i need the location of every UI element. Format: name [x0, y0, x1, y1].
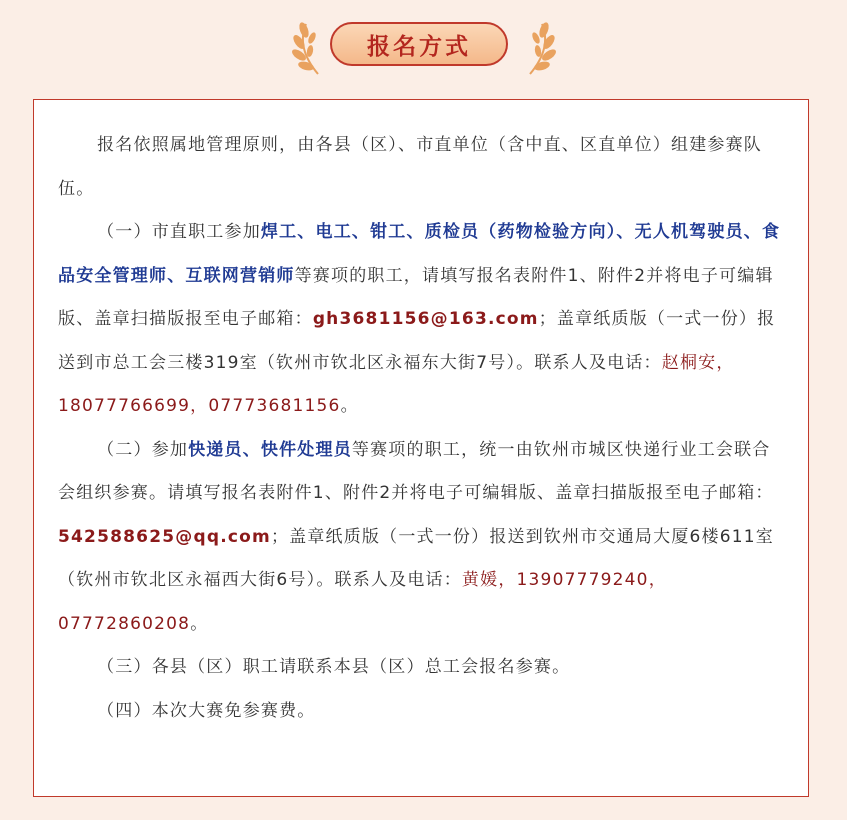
p1-job-list: 焊工、电工、钳工、质检员（药物检验方向）、无人机驾驶员、食品安全管理师、互联网营销师 — [58, 222, 781, 286]
laurel-right-icon — [522, 16, 558, 78]
content-body — [58, 124, 782, 733]
p1-prefix: （一）市直职工参加 — [97, 222, 261, 242]
p2-address: ；盖章纸质版（一式一份）报送到钦州市交通局大厦6楼611室（钦州市钦北区永福西大街6号）。联系人及电话： — [58, 526, 774, 590]
page-title: 报名方式 — [367, 33, 471, 60]
p1-address: ；盖章纸质版（一式一份）报送到市总工会三楼319室（钦州市钦北区永福东大街7号）。联系人及电话： — [58, 309, 776, 373]
p2-end: 。 — [190, 613, 209, 634]
title-badge — [330, 22, 508, 66]
section-header — [290, 14, 558, 78]
paragraph-principle: 报名依照属地管理原则，由各县（区）、市直单位（含中直、区直单位）组建参赛队伍。 — [58, 135, 762, 199]
p2-job-list: 快递员、快件处理员 — [188, 439, 352, 460]
paragraph-courier-workers — [58, 429, 782, 647]
content-panel — [33, 99, 809, 797]
paragraph-county-workers: （三）各县（区）职工请联系本县（区）总工会报名参赛。 — [97, 657, 571, 677]
p2-instructions: 等赛项的职工，统一由钦州市城区快递行业工会联合会组织参赛。请填写报名表附件1、附件2并将电子可编辑版、盖章扫描版报至电子邮箱： — [58, 439, 774, 503]
p1-email-link[interactable]: gh3681156@163.com — [312, 309, 539, 329]
paragraph-city-workers — [58, 211, 782, 429]
p1-instructions: 等赛项的职工，请填写报名表附件1、附件2并将电子可编辑版、盖章扫描版报至电子邮箱： — [58, 265, 774, 329]
paragraph-fee: （四）本次大赛免参赛费。 — [97, 700, 316, 721]
p1-end: 。 — [340, 396, 359, 416]
p1-contact: 赵桐安，18077766699，07773681156 — [58, 352, 735, 416]
p2-prefix: （二）参加 — [97, 439, 189, 460]
p2-contact: 黄媛，13907779240，07772860208 — [58, 570, 667, 634]
laurel-left-icon — [290, 16, 326, 78]
p2-email-link[interactable]: 542588625@qq.com — [58, 526, 271, 547]
